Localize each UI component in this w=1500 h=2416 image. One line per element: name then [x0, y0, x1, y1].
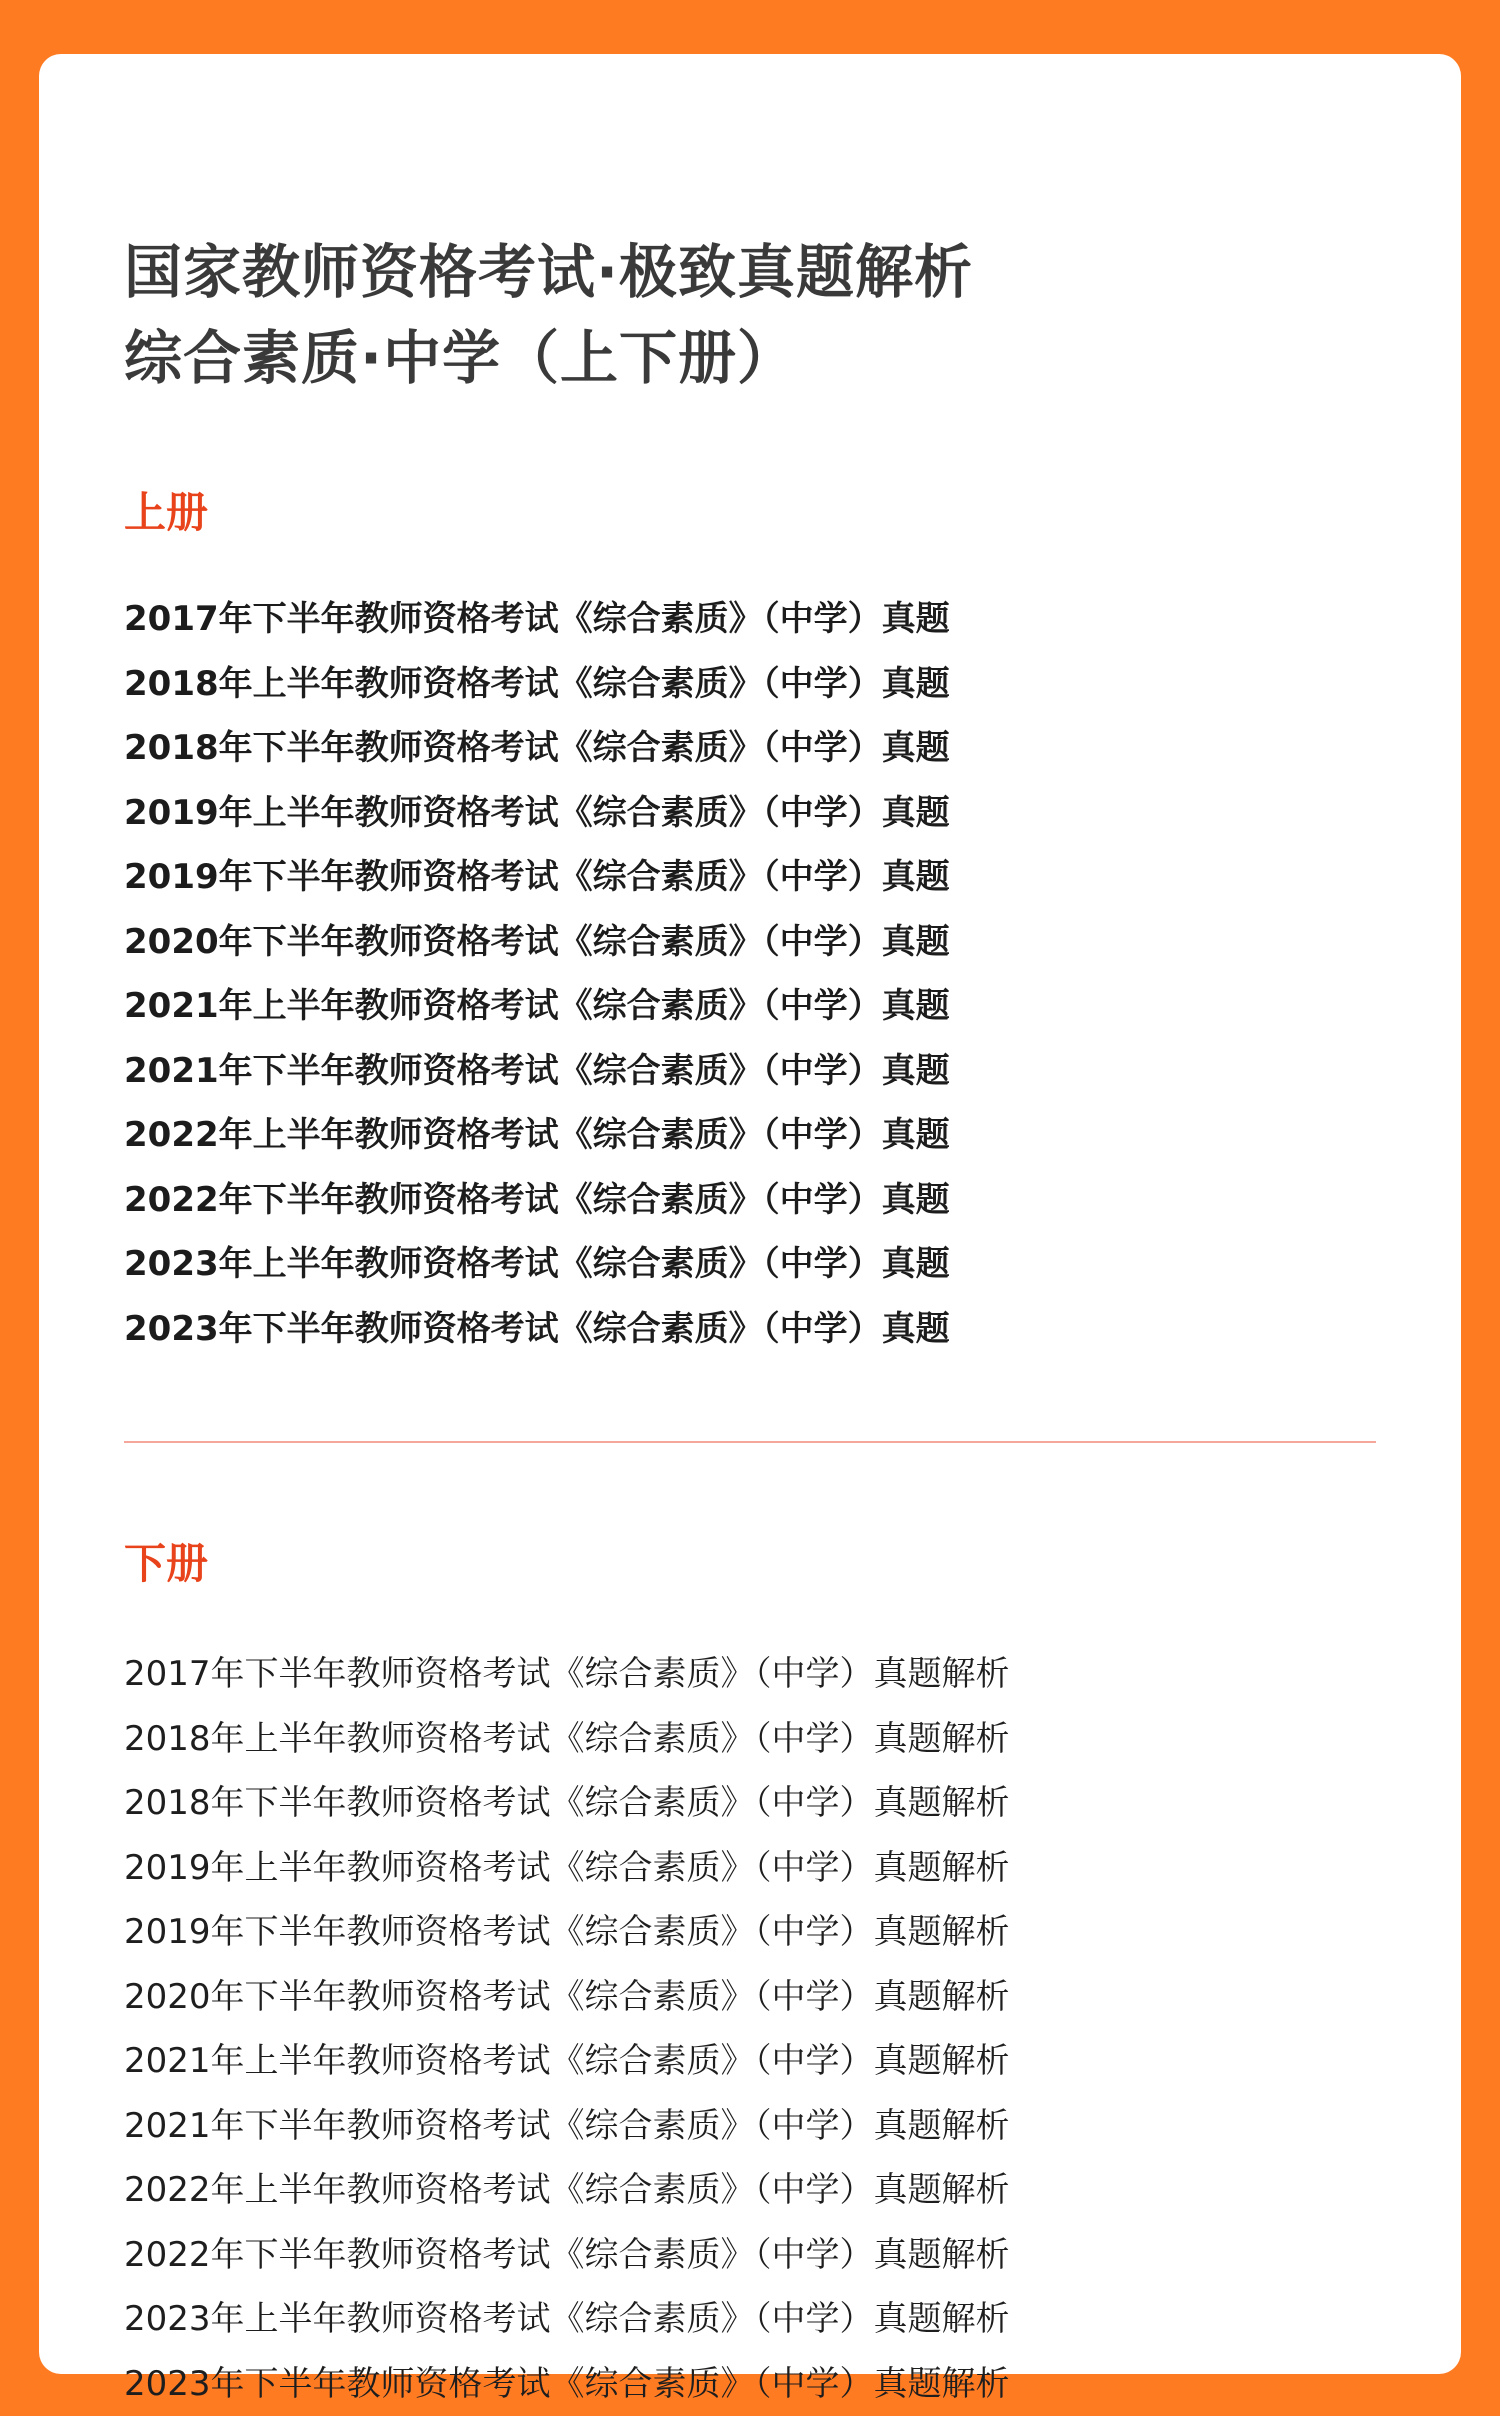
section-divider: [124, 1441, 1376, 1443]
list-item: 2023年上半年教师资格考试《综合素质》（中学）真题解析: [124, 2287, 1376, 2352]
content-area: [124, 174, 1376, 2416]
list-item: 2021年下半年教师资格考试《综合素质》（中学）真题: [124, 1039, 1376, 1104]
list-item: 2019年下半年教师资格考试《综合素质》（中学）真题解析: [124, 1900, 1376, 1965]
list-item: 2023年下半年教师资格考试《综合素质》（中学）真题解析: [124, 2352, 1376, 2416]
list-item: 2023年下半年教师资格考试《综合素质》（中学）真题: [124, 1297, 1376, 1362]
list-item: 2017年下半年教师资格考试《综合素质》（中学）真题解析: [124, 1642, 1376, 1707]
list-item: 2023年上半年教师资格考试《综合素质》（中学）真题: [124, 1232, 1376, 1297]
list-item: 2018年上半年教师资格考试《综合素质》（中学）真题解析: [124, 1707, 1376, 1772]
list-item: 2022年上半年教师资格考试《综合素质》（中学）真题解析: [124, 2158, 1376, 2223]
title-line-2: 综合素质·中学（上下册）: [124, 315, 1376, 401]
upper-volume-list: [124, 587, 1376, 1361]
list-item: 2021年下半年教师资格考试《综合素质》（中学）真题解析: [124, 2094, 1376, 2159]
title-line-1: 国家教师资格考试·极致真题解析: [124, 229, 1376, 315]
list-item: 2022年下半年教师资格考试《综合素质》（中学）真题解析: [124, 2223, 1376, 2288]
list-item: 2022年上半年教师资格考试《综合素质》（中学）真题: [124, 1103, 1376, 1168]
list-item: 2022年下半年教师资格考试《综合素质》（中学）真题: [124, 1168, 1376, 1233]
list-item: 2017年下半年教师资格考试《综合素质》（中学）真题: [124, 587, 1376, 652]
list-item: 2019年上半年教师资格考试《综合素质》（中学）真题解析: [124, 1836, 1376, 1901]
list-item: 2018年下半年教师资格考试《综合素质》（中学）真题: [124, 716, 1376, 781]
list-item: 2018年上半年教师资格考试《综合素质》（中学）真题: [124, 652, 1376, 717]
section-heading-upper: 上册: [124, 485, 1376, 541]
lower-volume-list: [124, 1642, 1376, 2416]
content-card: [39, 54, 1461, 2374]
list-item: 2020年下半年教师资格考试《综合素质》（中学）真题: [124, 910, 1376, 975]
list-item: 2020年下半年教师资格考试《综合素质》（中学）真题解析: [124, 1965, 1376, 2030]
list-item: 2019年下半年教师资格考试《综合素质》（中学）真题: [124, 845, 1376, 910]
list-item: 2019年上半年教师资格考试《综合素质》（中学）真题: [124, 781, 1376, 846]
list-item: 2018年下半年教师资格考试《综合素质》（中学）真题解析: [124, 1771, 1376, 1836]
section-heading-lower: 下册: [124, 1536, 1376, 1592]
list-item: 2021年上半年教师资格考试《综合素质》（中学）真题解析: [124, 2029, 1376, 2094]
list-item: 2021年上半年教师资格考试《综合素质》（中学）真题: [124, 974, 1376, 1039]
page-title: [124, 229, 1376, 401]
